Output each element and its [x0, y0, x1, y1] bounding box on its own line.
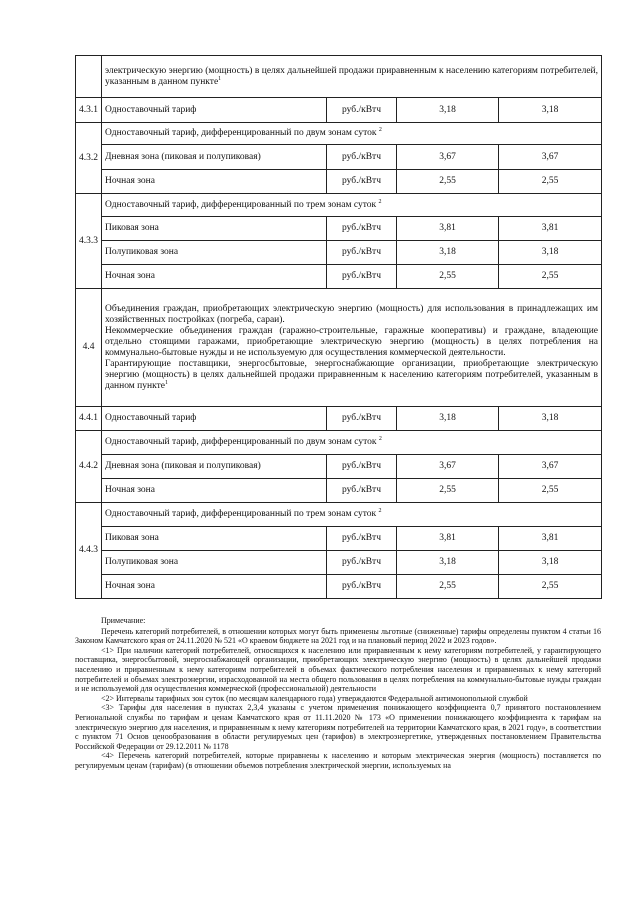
zone-label: Полупиковая зона	[102, 551, 327, 575]
table-cell	[76, 56, 102, 98]
row-number: 4.3.1	[76, 98, 102, 123]
top-row-text: электрическую энергию (мощность) в целях дальнейшей продажи приравненным к населению категориям потребителей, указанным в данном пункте$^1$	[102, 56, 602, 98]
value-cell: 3,67	[499, 145, 602, 170]
value-cell: 2,55	[397, 575, 499, 599]
row-number: 4.4.1	[76, 407, 102, 431]
zone-label: Пиковая зона	[102, 527, 327, 551]
value-cell: 3,67	[397, 145, 499, 170]
zone-label: Ночная зона	[102, 575, 327, 599]
table-row	[76, 56, 602, 98]
table-row	[76, 407, 602, 431]
value-cell: 2,55	[397, 170, 499, 194]
notes-section	[75, 616, 601, 771]
zone-label: Дневная зона (пиковая и полупиковая)	[102, 145, 327, 170]
value-cell: 3,81	[499, 217, 602, 241]
unit-cell: руб./кВтч	[327, 455, 397, 479]
note-paragraph: <3> Тарифы для населения в пунктах 2,3,4 указаны с учетом применения понижающего коэффициента 0,7 принятого постановлением Региональной службы по тарифам и ценам Камчатского края от 11.11.2020 № 173 «О применении понижающего коэффициента к тарифам на электрическую энергию для населения, и приравненным к нему категориям потребителей на территории Камчатского края, в 2021 году», в соответствии с пунктом 71 Основ ценообразования в области регулируемых цен (тарифов) в электроэнергетике, утвержденных постановлением Правительства Российской Федерации от 29.12.2011 № 1178	[75, 703, 601, 751]
paragraph: Некоммерческие объединения граждан (гаражно-строительные, гаражные кооперативы) и граждане, владеющие отдельно стоящими гаражами, приобретающие электрическую энергию (мощность) в целях потребления на коммунально-бытовые нужды и не используемую для осуществления коммерческой деятельности.	[105, 325, 599, 358]
row-number: 4.3.2	[76, 123, 102, 194]
section-title: Одноставочный тариф, дифференцированный по двум зонам суток $^2$	[102, 431, 602, 455]
notes-title: Примечание:	[101, 616, 146, 625]
table-row	[76, 265, 602, 289]
value-cell: 2,55	[499, 265, 602, 289]
unit-cell: руб./кВтч	[327, 170, 397, 194]
unit-cell: руб./кВтч	[327, 98, 397, 123]
note-paragraph: <2> Интервалы тарифных зон суток (по месяцам календарного года) утверждаются Федеральной антимонопольной службой	[101, 693, 528, 703]
table-row	[76, 170, 602, 194]
value-cell: 3,18	[499, 98, 602, 123]
note-paragraph: Перечень категорий потребителей, в отношении которых могут быть применены льготные (сниженные) тарифы определены пунктом 4 статьи 16 Законом Камчатского края от 24.11.2020 № 521 «О краевом бюджете на 2021 год и на плановый период 2022 и 2023 годов».	[75, 626, 601, 646]
value-cell: 3,81	[397, 527, 499, 551]
value-cell: 2,55	[499, 479, 602, 503]
tariff-label: Одноставочный тариф	[102, 98, 327, 123]
value-cell: 3,67	[397, 455, 499, 479]
zone-label: Ночная зона	[102, 265, 327, 289]
table-row	[76, 217, 602, 241]
table-row	[76, 575, 602, 599]
zone-label: Полупиковая зона	[102, 241, 327, 265]
paragraph: Объединения граждан, приобретающих электрическую энергию (мощность) для использования в принадлежащих им хозяйственных постройках (погреба, сараи).	[105, 303, 599, 325]
value-cell: 3,18	[397, 98, 499, 123]
unit-cell: руб./кВтч	[327, 145, 397, 170]
value-cell: 2,55	[397, 265, 499, 289]
unit-cell: руб./кВтч	[327, 527, 397, 551]
value-cell: 2,55	[397, 479, 499, 503]
table-row	[76, 98, 602, 123]
table-row	[76, 455, 602, 479]
note-paragraph: <4> Перечень категорий потребителей, которые приравнены к населению и которым электрическая энергия (мощность) поставляется по регулируемым ценам (тарифам) (в отношении объемов потребления электрической энергии, используемых на	[75, 751, 601, 770]
unit-cell: руб./кВтч	[327, 241, 397, 265]
table-row	[76, 194, 602, 217]
unit-cell: руб./кВтч	[327, 551, 397, 575]
value-cell: 3,81	[499, 527, 602, 551]
note-paragraph: <1> При наличии категорий потребителей, относящихся к населению или приравненным к нему категориям потребителей, у гарантирующего поставщика, энергосбытовой, энергоснабжающей организации, приобретающих электрическую энергию (мощность) в целях дальнейшей продажи населению и приравненным к нему категориям потребителей в объемах фактического потребления населения и приравненных к нему категорий потребителей и объемах электроэнергии, израсходованной на места общего пользования в целях потребления на коммунально-бытовые нужды граждан и не используемой для осуществления коммерческой (профессиональной) деятельности	[75, 645, 601, 694]
value-cell: 2,55	[499, 575, 602, 599]
unit-cell: руб./кВтч	[327, 217, 397, 241]
value-cell: 3,18	[499, 241, 602, 265]
value-cell: 3,18	[499, 551, 602, 575]
table-row	[76, 431, 602, 455]
value-cell: 3,18	[499, 407, 602, 431]
unit-cell: руб./кВтч	[327, 265, 397, 289]
zone-label: Пиковая зона	[102, 217, 327, 241]
category-description	[102, 289, 602, 407]
section-title: Одноставочный тариф, дифференцированный по трем зонам суток $^2$	[102, 503, 602, 527]
section-title: Одноставочный тариф, дифференцированный по двум зонам суток $^2$	[102, 123, 602, 145]
unit-cell: руб./кВтч	[327, 479, 397, 503]
unit-cell: руб./кВтч	[327, 575, 397, 599]
table-row	[76, 551, 602, 575]
row-number: 4.3.3	[76, 194, 102, 289]
table-row	[76, 123, 602, 145]
table-row	[76, 241, 602, 265]
tariff-label: Одноставочный тариф	[102, 407, 327, 431]
row-number: 4.4.3	[76, 503, 102, 599]
value-cell: 3,18	[397, 551, 499, 575]
value-cell: 2,55	[499, 170, 602, 194]
value-cell: 3,18	[397, 241, 499, 265]
zone-label: Дневная зона (пиковая и полупиковая)	[102, 455, 327, 479]
table-row	[76, 503, 602, 527]
tariff-table	[75, 55, 602, 599]
row-number: 4.4	[76, 289, 102, 407]
section-title: Одноставочный тариф, дифференцированный по трем зонам суток $^2$	[102, 194, 602, 217]
value-cell: 3,67	[499, 455, 602, 479]
paragraph: Гарантирующие поставщики, энергосбытовые, энергоснабжающие организации, приобретающие электрическую энергию (мощность) в целях дальнейшей продажи приравненным к населению категориям потребителей, указанным в данном пункте$^1$	[105, 358, 599, 391]
unit-cell: руб./кВтч	[327, 407, 397, 431]
value-cell: 3,18	[397, 407, 499, 431]
zone-label: Ночная зона	[102, 479, 327, 503]
value-cell: 3,81	[397, 217, 499, 241]
table-row	[76, 289, 602, 407]
table-row	[76, 527, 602, 551]
table-row	[76, 479, 602, 503]
row-number: 4.4.2	[76, 431, 102, 503]
zone-label: Ночная зона	[102, 170, 327, 194]
table-row	[76, 145, 602, 170]
